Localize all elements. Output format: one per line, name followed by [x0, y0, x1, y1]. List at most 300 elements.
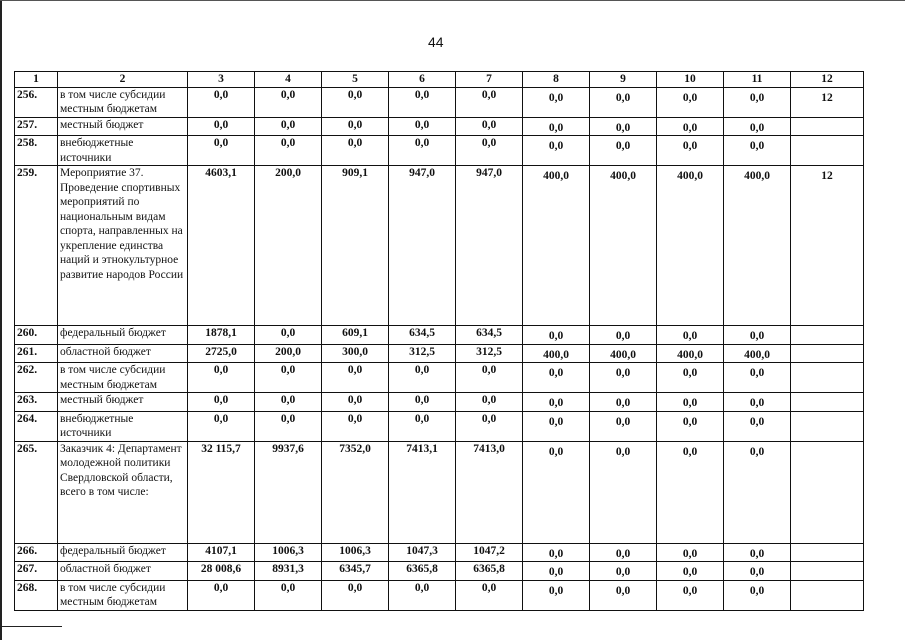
value-text: 0,0 [213, 364, 229, 376]
value-text: 609,1 [342, 327, 368, 339]
value-cell [389, 441, 456, 543]
value-cell [322, 117, 389, 136]
table-row [15, 344, 864, 363]
value-text: 0,0 [280, 88, 296, 101]
value-cell-col12 [791, 117, 864, 136]
value-cell [657, 136, 724, 166]
value-text: 0,0 [548, 330, 564, 342]
table-row [15, 166, 864, 326]
header-cell: 12 [791, 72, 864, 88]
value-text: 0,0 [548, 566, 564, 578]
value-cell [456, 543, 523, 562]
value-cell [657, 393, 724, 412]
value-cell [255, 580, 322, 610]
value-cell [322, 363, 389, 393]
value-text: 0,0 [615, 140, 631, 152]
value-cell [389, 344, 456, 363]
value-text: 0,0 [615, 121, 631, 134]
value-cell [657, 326, 724, 345]
value-text: 634,5 [409, 327, 435, 339]
value-cell [456, 344, 523, 363]
value-cell [188, 363, 255, 393]
value-cell [590, 363, 657, 393]
value-cell [523, 543, 590, 562]
header-cell: 4 [255, 72, 322, 88]
value-cell [724, 166, 791, 326]
row-number: 265. [15, 441, 58, 543]
value-cell [657, 441, 724, 543]
value-cell [456, 580, 523, 610]
value-text: 4603,1 [205, 167, 237, 179]
value-cell [523, 363, 590, 393]
value-cell [389, 117, 456, 136]
value-text: 0,0 [682, 566, 698, 578]
value-cell [322, 136, 389, 166]
value-text: 400,0 [610, 170, 636, 182]
value-cell [523, 411, 590, 441]
value-text: 0,0 [682, 445, 698, 458]
row-number: 263. [15, 393, 58, 412]
value-text: 400,0 [610, 348, 636, 361]
row-label: внебюджетные источники [58, 411, 188, 441]
value-text: 0,0 [347, 581, 363, 594]
value-text: 12 [821, 170, 833, 182]
value-text: 400,0 [543, 348, 569, 361]
value-cell [456, 166, 523, 326]
value-text: 1006,3 [272, 544, 304, 557]
value-text: 0,0 [615, 445, 631, 458]
value-cell [724, 344, 791, 363]
value-text: 0,0 [615, 397, 631, 409]
value-cell-col12 [791, 441, 864, 543]
value-text: 1047,3 [406, 544, 438, 557]
value-cell-col12 [791, 344, 864, 363]
value-cell [188, 580, 255, 610]
value-cell [188, 562, 255, 581]
value-text: 0,0 [749, 140, 765, 152]
value-cell [724, 543, 791, 562]
value-text: 0,0 [280, 327, 296, 339]
value-cell [389, 87, 456, 117]
value-text: 0,0 [548, 397, 564, 409]
value-cell [590, 580, 657, 610]
value-cell [523, 117, 590, 136]
value-text: 0,0 [213, 137, 229, 149]
value-text: 0,0 [615, 547, 631, 560]
value-cell [657, 166, 724, 326]
value-text: 0,0 [347, 88, 363, 101]
value-cell [523, 136, 590, 166]
value-text: 6345,7 [339, 563, 371, 575]
value-cell [322, 344, 389, 363]
value-text: 0,0 [682, 367, 698, 379]
value-cell [255, 117, 322, 136]
footer-rule [0, 626, 62, 627]
value-cell [724, 562, 791, 581]
row-label: федеральный бюджет [58, 326, 188, 345]
value-cell [389, 136, 456, 166]
value-text: 200,0 [275, 345, 301, 358]
value-cell [322, 87, 389, 117]
value-text: 0,0 [615, 367, 631, 379]
value-cell [657, 562, 724, 581]
header-cell: 6 [389, 72, 456, 88]
value-text: 0,0 [414, 118, 430, 131]
value-cell [188, 117, 255, 136]
value-text: 0,0 [749, 367, 765, 379]
value-text: 0,0 [213, 412, 229, 425]
value-text: 0,0 [749, 91, 765, 104]
value-text: 0,0 [548, 91, 564, 104]
table-row [15, 543, 864, 562]
value-text: 947,0 [409, 167, 435, 179]
value-cell [456, 87, 523, 117]
value-cell [389, 562, 456, 581]
value-text: 4107,1 [205, 544, 237, 557]
row-label: областной бюджет [58, 562, 188, 581]
value-text: 0,0 [280, 394, 296, 406]
value-text: 0,0 [682, 91, 698, 104]
value-text: 0,0 [682, 140, 698, 152]
value-cell [724, 363, 791, 393]
value-cell [188, 87, 255, 117]
table-row [15, 393, 864, 412]
value-cell [724, 117, 791, 136]
value-text: 0,0 [414, 394, 430, 406]
value-text: 7413,1 [406, 442, 438, 455]
value-text: 0,0 [548, 140, 564, 152]
row-label: в том числе субсидии местным бюджетам [58, 87, 188, 117]
row-number: 267. [15, 562, 58, 581]
value-text: 7352,0 [339, 442, 371, 455]
value-text: 6365,8 [406, 563, 438, 575]
value-cell-col12 [791, 166, 864, 326]
value-text: 12 [821, 91, 833, 104]
value-text: 0,0 [615, 91, 631, 104]
value-text: 0,0 [414, 364, 430, 376]
row-number: 268. [15, 580, 58, 610]
value-text: 0,0 [414, 88, 430, 101]
value-text: 8931,3 [272, 563, 304, 575]
row-number: 264. [15, 411, 58, 441]
row-number: 258. [15, 136, 58, 166]
value-cell [188, 411, 255, 441]
header-cell: 7 [456, 72, 523, 88]
value-text: 0,0 [481, 88, 497, 101]
value-text: 0,0 [548, 367, 564, 379]
value-cell [590, 393, 657, 412]
value-cell [188, 344, 255, 363]
value-text: 0,0 [280, 118, 296, 131]
value-text: 0,0 [347, 118, 363, 131]
value-text: 0,0 [548, 415, 564, 428]
value-text: 0,0 [682, 330, 698, 342]
value-cell [255, 87, 322, 117]
value-cell [523, 87, 590, 117]
value-text: 200,0 [275, 167, 301, 179]
value-text: 0,0 [347, 364, 363, 376]
value-cell [523, 326, 590, 345]
value-cell [724, 580, 791, 610]
value-text: 312,5 [476, 345, 502, 358]
header-row [15, 72, 864, 88]
row-label: Мероприятие 37. Проведение спортивных мероприятий по национальным видам спорта, направленных на укрепление единства наций и этнокультурное развитие народов России [58, 166, 188, 326]
value-text: 0,0 [213, 581, 229, 594]
value-cell [456, 326, 523, 345]
table-row [15, 411, 864, 441]
header-cell: 5 [322, 72, 389, 88]
value-text: 0,0 [548, 547, 564, 560]
value-cell [322, 166, 389, 326]
value-cell [590, 562, 657, 581]
value-cell [456, 411, 523, 441]
value-cell [255, 326, 322, 345]
value-cell [590, 117, 657, 136]
value-cell [255, 344, 322, 363]
row-label: местный бюджет [58, 393, 188, 412]
value-text: 0,0 [749, 397, 765, 409]
table-row [15, 87, 864, 117]
value-text: 6365,8 [473, 563, 505, 575]
value-cell [188, 136, 255, 166]
value-cell [188, 326, 255, 345]
value-text: 400,0 [543, 170, 569, 182]
value-text: 0,0 [213, 88, 229, 101]
row-number: 261. [15, 344, 58, 363]
value-cell [657, 580, 724, 610]
row-label: местный бюджет [58, 117, 188, 136]
value-text: 947,0 [476, 167, 502, 179]
value-text: 7413,0 [473, 442, 505, 455]
value-cell [255, 441, 322, 543]
header-cell: 3 [188, 72, 255, 88]
header-cell: 1 [15, 72, 58, 88]
header-cell: 10 [657, 72, 724, 88]
value-cell [657, 344, 724, 363]
value-cell [724, 87, 791, 117]
value-text: 1006,3 [339, 544, 371, 557]
value-cell [322, 580, 389, 610]
value-cell-col12 [791, 580, 864, 610]
value-text: 400,0 [744, 170, 770, 182]
value-text: 2725,0 [205, 345, 237, 358]
row-label: в том числе субсидии местным бюджетам [58, 580, 188, 610]
row-number: 256. [15, 87, 58, 117]
value-cell [389, 580, 456, 610]
header-cell: 9 [590, 72, 657, 88]
value-cell [590, 344, 657, 363]
value-cell [590, 166, 657, 326]
row-number: 257. [15, 117, 58, 136]
value-cell [322, 326, 389, 345]
row-number: 259. [15, 166, 58, 326]
value-cell [590, 136, 657, 166]
value-text: 0,0 [414, 581, 430, 594]
value-cell [523, 562, 590, 581]
value-cell [188, 166, 255, 326]
table-row [15, 441, 864, 543]
value-text: 400,0 [677, 348, 703, 361]
value-text: 28 008,6 [200, 563, 242, 575]
table-row [15, 136, 864, 166]
value-text: 0,0 [682, 415, 698, 428]
value-text: 0,0 [481, 364, 497, 376]
value-text: 0,0 [414, 137, 430, 149]
value-cell [389, 166, 456, 326]
value-cell [523, 344, 590, 363]
value-cell [724, 326, 791, 345]
value-text: 300,0 [342, 345, 368, 358]
value-cell [590, 87, 657, 117]
value-cell [590, 543, 657, 562]
value-cell [724, 393, 791, 412]
value-cell [255, 562, 322, 581]
value-cell [456, 441, 523, 543]
value-cell [523, 393, 590, 412]
value-text: 0,0 [615, 330, 631, 342]
row-number: 262. [15, 363, 58, 393]
value-text: 0,0 [749, 121, 765, 134]
table-row [15, 363, 864, 393]
page-edge-top [0, 0, 905, 1]
value-cell [255, 393, 322, 412]
value-cell [523, 441, 590, 543]
value-text: 0,0 [414, 412, 430, 425]
value-text: 0,0 [749, 584, 765, 597]
value-cell-col12 [791, 136, 864, 166]
value-text: 0,0 [749, 330, 765, 342]
value-cell [389, 543, 456, 562]
value-cell [322, 441, 389, 543]
value-text: 0,0 [280, 581, 296, 594]
value-text: 9937,6 [272, 442, 304, 455]
value-text: 1047,2 [473, 544, 505, 557]
value-cell [590, 411, 657, 441]
row-number: 266. [15, 543, 58, 562]
value-cell [255, 136, 322, 166]
row-label: внебюджетные источники [58, 136, 188, 166]
value-cell [322, 411, 389, 441]
value-cell [456, 562, 523, 581]
value-text: 0,0 [347, 394, 363, 406]
value-text: 0,0 [615, 415, 631, 428]
value-cell-col12 [791, 543, 864, 562]
value-cell [322, 562, 389, 581]
value-text: 634,5 [476, 327, 502, 339]
value-text: 0,0 [682, 397, 698, 409]
value-cell [590, 326, 657, 345]
value-text: 0,0 [481, 137, 497, 149]
header-cell: 2 [58, 72, 188, 88]
value-cell [523, 166, 590, 326]
value-cell [724, 411, 791, 441]
value-cell [322, 393, 389, 412]
table-row [15, 117, 864, 136]
value-text: 0,0 [213, 394, 229, 406]
value-text: 0,0 [280, 412, 296, 425]
budget-table [14, 71, 864, 611]
value-text: 400,0 [744, 348, 770, 361]
value-cell-col12 [791, 562, 864, 581]
value-cell [188, 393, 255, 412]
value-text: 0,0 [682, 547, 698, 560]
value-cell-col12 [791, 411, 864, 441]
value-text: 0,0 [749, 415, 765, 428]
value-cell [188, 543, 255, 562]
value-cell [322, 543, 389, 562]
value-text: 0,0 [548, 121, 564, 134]
table-row [15, 562, 864, 581]
value-cell-col12 [791, 393, 864, 412]
value-cell [389, 326, 456, 345]
table-body [15, 87, 864, 610]
table-row [15, 580, 864, 610]
value-cell [657, 411, 724, 441]
page-edge-left [0, 0, 2, 640]
value-text: 0,0 [280, 364, 296, 376]
value-cell [255, 363, 322, 393]
value-cell [523, 580, 590, 610]
value-cell [389, 393, 456, 412]
value-cell [456, 393, 523, 412]
value-text: 0,0 [347, 137, 363, 149]
page-number: 44 [428, 34, 444, 50]
value-text: 0,0 [213, 118, 229, 131]
value-cell [456, 363, 523, 393]
value-text: 0,0 [749, 566, 765, 578]
value-cell-col12 [791, 363, 864, 393]
value-text: 0,0 [481, 412, 497, 425]
row-label: в том числе субсидии местным бюджетам [58, 363, 188, 393]
row-number: 260. [15, 326, 58, 345]
value-cell [657, 543, 724, 562]
row-label: федеральный бюджет [58, 543, 188, 562]
value-text: 0,0 [481, 394, 497, 406]
value-cell [590, 441, 657, 543]
value-cell [389, 411, 456, 441]
row-label: Заказчик 4: Департамент молодежной политики Свердловской области, всего в том числе: [58, 441, 188, 543]
value-cell [657, 87, 724, 117]
value-cell [657, 363, 724, 393]
value-cell [724, 441, 791, 543]
value-cell [456, 117, 523, 136]
row-label: областной бюджет [58, 344, 188, 363]
value-text: 0,0 [481, 118, 497, 131]
value-cell-col12 [791, 326, 864, 345]
value-text: 0,0 [682, 121, 698, 134]
value-text: 0,0 [548, 584, 564, 597]
value-cell [456, 136, 523, 166]
value-cell [188, 441, 255, 543]
value-cell [255, 543, 322, 562]
value-text: 1878,1 [205, 327, 237, 339]
value-cell [255, 166, 322, 326]
value-text: 0,0 [481, 581, 497, 594]
value-text: 0,0 [548, 445, 564, 458]
value-text: 312,5 [409, 345, 435, 358]
value-text: 0,0 [347, 412, 363, 425]
table-row [15, 326, 864, 345]
value-cell [255, 411, 322, 441]
value-text: 0,0 [615, 584, 631, 597]
value-cell [724, 136, 791, 166]
header-cell: 11 [724, 72, 791, 88]
value-text: 0,0 [749, 547, 765, 560]
value-cell [389, 363, 456, 393]
value-text: 0,0 [280, 137, 296, 149]
value-text: 400,0 [677, 170, 703, 182]
value-text: 32 115,7 [201, 442, 241, 455]
